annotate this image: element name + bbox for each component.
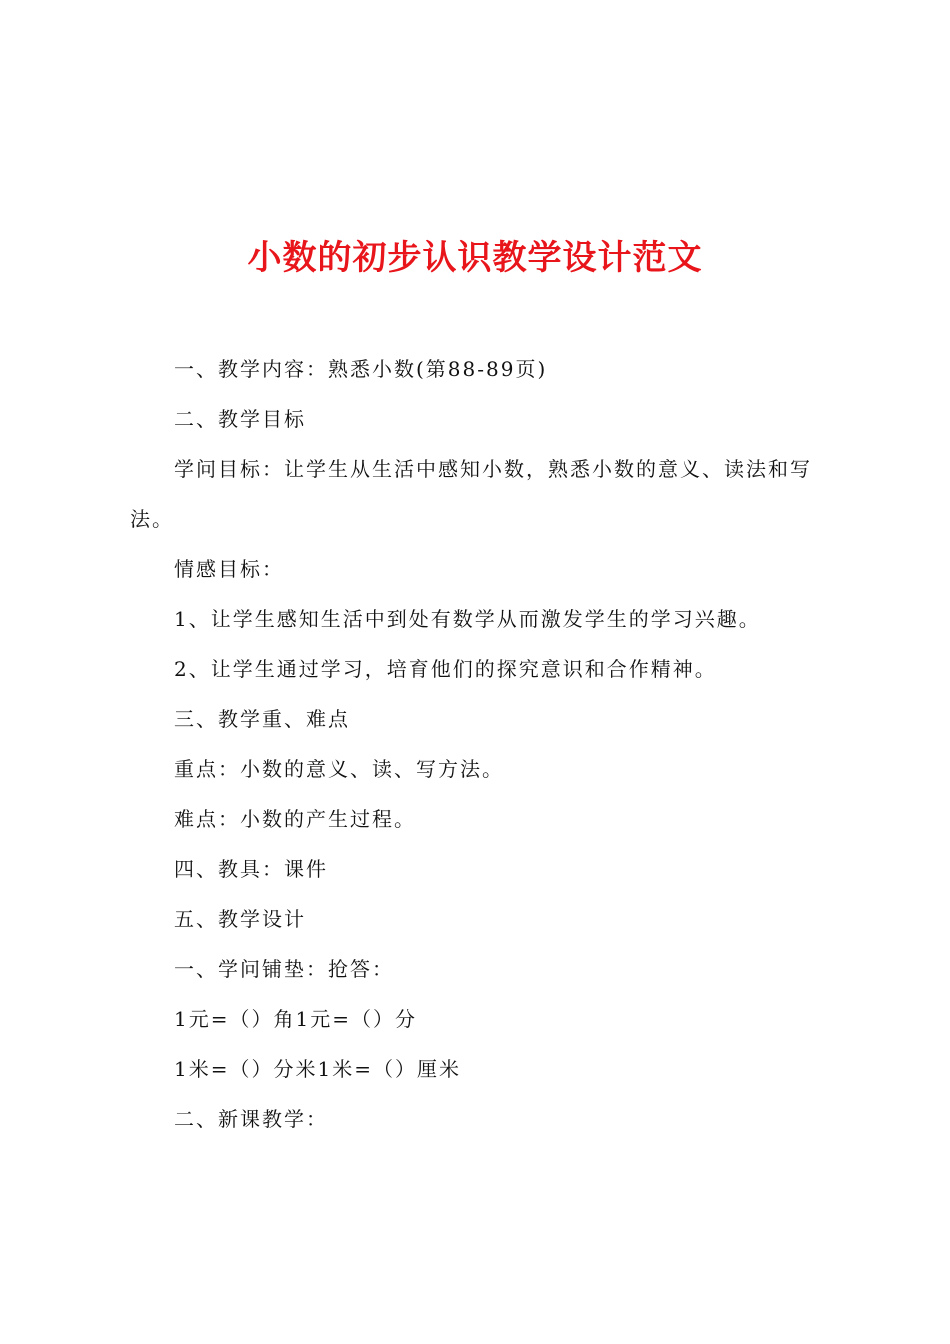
paragraph-emotion-goal-2: 2、让学生通过学习，培育他们的探究意识和合作精神。 (174, 657, 717, 681)
paragraph-knowledge-goal: 学问目标：让学生从生活中感知小数，熟悉小数的意义、读法和写法。 (130, 457, 812, 531)
paragraph-key-points-heading: 三、教学重、难点 (174, 707, 350, 731)
paragraph-teaching-content: 一、教学内容：熟悉小数(第88-89页) (174, 357, 548, 381)
paragraph-difficult-point: 难点：小数的产生过程。 (174, 807, 416, 831)
paragraph-emotion-goal-1: 1、让学生感知生活中到处有数学从而激发学生的学习兴趣。 (174, 607, 761, 631)
document-title: 小数的初步认识教学设计范文 (247, 237, 703, 278)
paragraph-key-point: 重点：小数的意义、读、写方法。 (174, 757, 504, 781)
paragraph-teaching-goals-heading: 二、教学目标 (174, 407, 306, 431)
paragraph-teaching-design-heading: 五、教学设计 (174, 907, 306, 931)
paragraph-teaching-aids: 四、教具：课件 (174, 857, 328, 881)
paragraph-meter-question: 1米=（）分米1米=（）厘米 (174, 1057, 461, 1081)
paragraph-emotion-goal-heading: 情感目标： (174, 557, 284, 581)
paragraph-yuan-question: 1元=（）角1元=（）分 (174, 1007, 417, 1031)
paragraph-new-lesson-heading: 二、新课教学： (174, 1107, 328, 1131)
document-body (130, 344, 835, 1144)
paragraph-knowledge-review: 一、学问铺垫：抢答： (174, 957, 394, 981)
